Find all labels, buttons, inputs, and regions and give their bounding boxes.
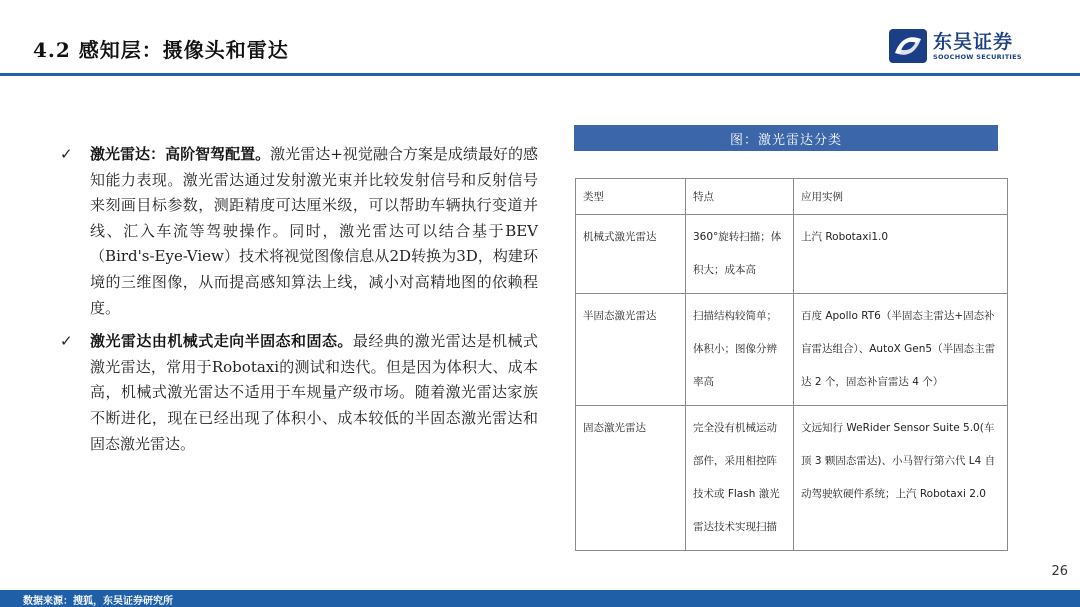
table-row bbox=[576, 406, 1008, 551]
lidar-classification-table bbox=[575, 178, 1008, 551]
bullet-heading: 激光雷达由机械式走向半固态和固态。 bbox=[90, 332, 353, 351]
company-logo bbox=[889, 28, 1029, 64]
bullet-text: 最经典的激光雷达是机械式激光雷达，常用于Robotaxi的测试和迭代。但是因为体积大、成本高，机械式激光雷达不适用于车规量产级市场。随着激光雷达家族不断进化，现在已经出现了体积小、成本较低的半固态激光雷达和固态激光雷达。 bbox=[90, 332, 538, 453]
table-cell: 完全没有机械运动部件，采用相控阵技术或 Flash 激光雷达技术实现扫描 bbox=[686, 406, 794, 551]
table-cell: 360°旋转扫描；体积大；成本高 bbox=[686, 215, 794, 294]
header-divider bbox=[0, 73, 1080, 76]
table-header-cell: 类型 bbox=[576, 179, 686, 215]
bullet-text: 激光雷达+视觉融合方案是成绩最好的感知能力表现。激光雷达通过发射激光束并比较发射信号和反射信号来刻画目标参数，测距精度可达厘米级，可以帮助车辆执行变道并线、汇入车流等驾驶操作。同时，激光雷达可以结合基于BEV（Bird's-Eye-View）技术将视觉图像信息从2D转换为3D，构建环境的三维图像，从而提高感知算法上线，减小对高精地图的依赖程度。 bbox=[90, 145, 538, 317]
table-header-cell: 特点 bbox=[686, 179, 794, 215]
page-title: 4.2 感知层：摄像头和雷达 bbox=[33, 38, 289, 62]
figure-title: 图：激光雷达分类 bbox=[574, 125, 998, 151]
check-icon: ✓ bbox=[60, 145, 73, 163]
logo-chinese-name: 东吴证券 bbox=[933, 30, 1014, 53]
table-cell: 固态激光雷达 bbox=[576, 406, 686, 551]
bullet-list bbox=[60, 142, 538, 465]
data-source-note: 数据来源：搜狐，东吴证券研究所 bbox=[23, 596, 173, 607]
logo-mark-icon bbox=[889, 29, 927, 63]
table-header-cell: 应用实例 bbox=[794, 179, 1008, 215]
table-cell: 扫描结构较简单；体积小；图像分辨率高 bbox=[686, 294, 794, 406]
table-row bbox=[576, 294, 1008, 406]
table-cell: 机械式激光雷达 bbox=[576, 215, 686, 294]
check-icon: ✓ bbox=[60, 332, 73, 351]
page-number: 26 bbox=[1051, 564, 1068, 579]
table-cell: 上汽 Robotaxi1.0 bbox=[794, 215, 1008, 294]
table-cell: 文远知行 WeRider Sensor Suite 5.0(车顶 3 颗固态雷达)、小马智行第六代 L4 自动驾驶软硬件系统；上汽 Robotaxi 2.0 bbox=[794, 406, 1008, 551]
table-header-row bbox=[576, 179, 1008, 215]
table-cell: 百度 Apollo RT6（半固态主雷达+固态补盲雷达组合）、AutoX Gen5（半固态主雷达 2 个，固态补盲雷达 4 个） bbox=[794, 294, 1008, 406]
logo-english-name: SOOCHOW SECURITIES bbox=[933, 52, 1022, 61]
bullet-item bbox=[60, 329, 538, 457]
bullet-heading: 激光雷达：高阶智驾配置。 bbox=[90, 145, 271, 163]
bullet-item bbox=[60, 142, 538, 321]
table-cell: 半固态激光雷达 bbox=[576, 294, 686, 406]
table-row bbox=[576, 215, 1008, 294]
